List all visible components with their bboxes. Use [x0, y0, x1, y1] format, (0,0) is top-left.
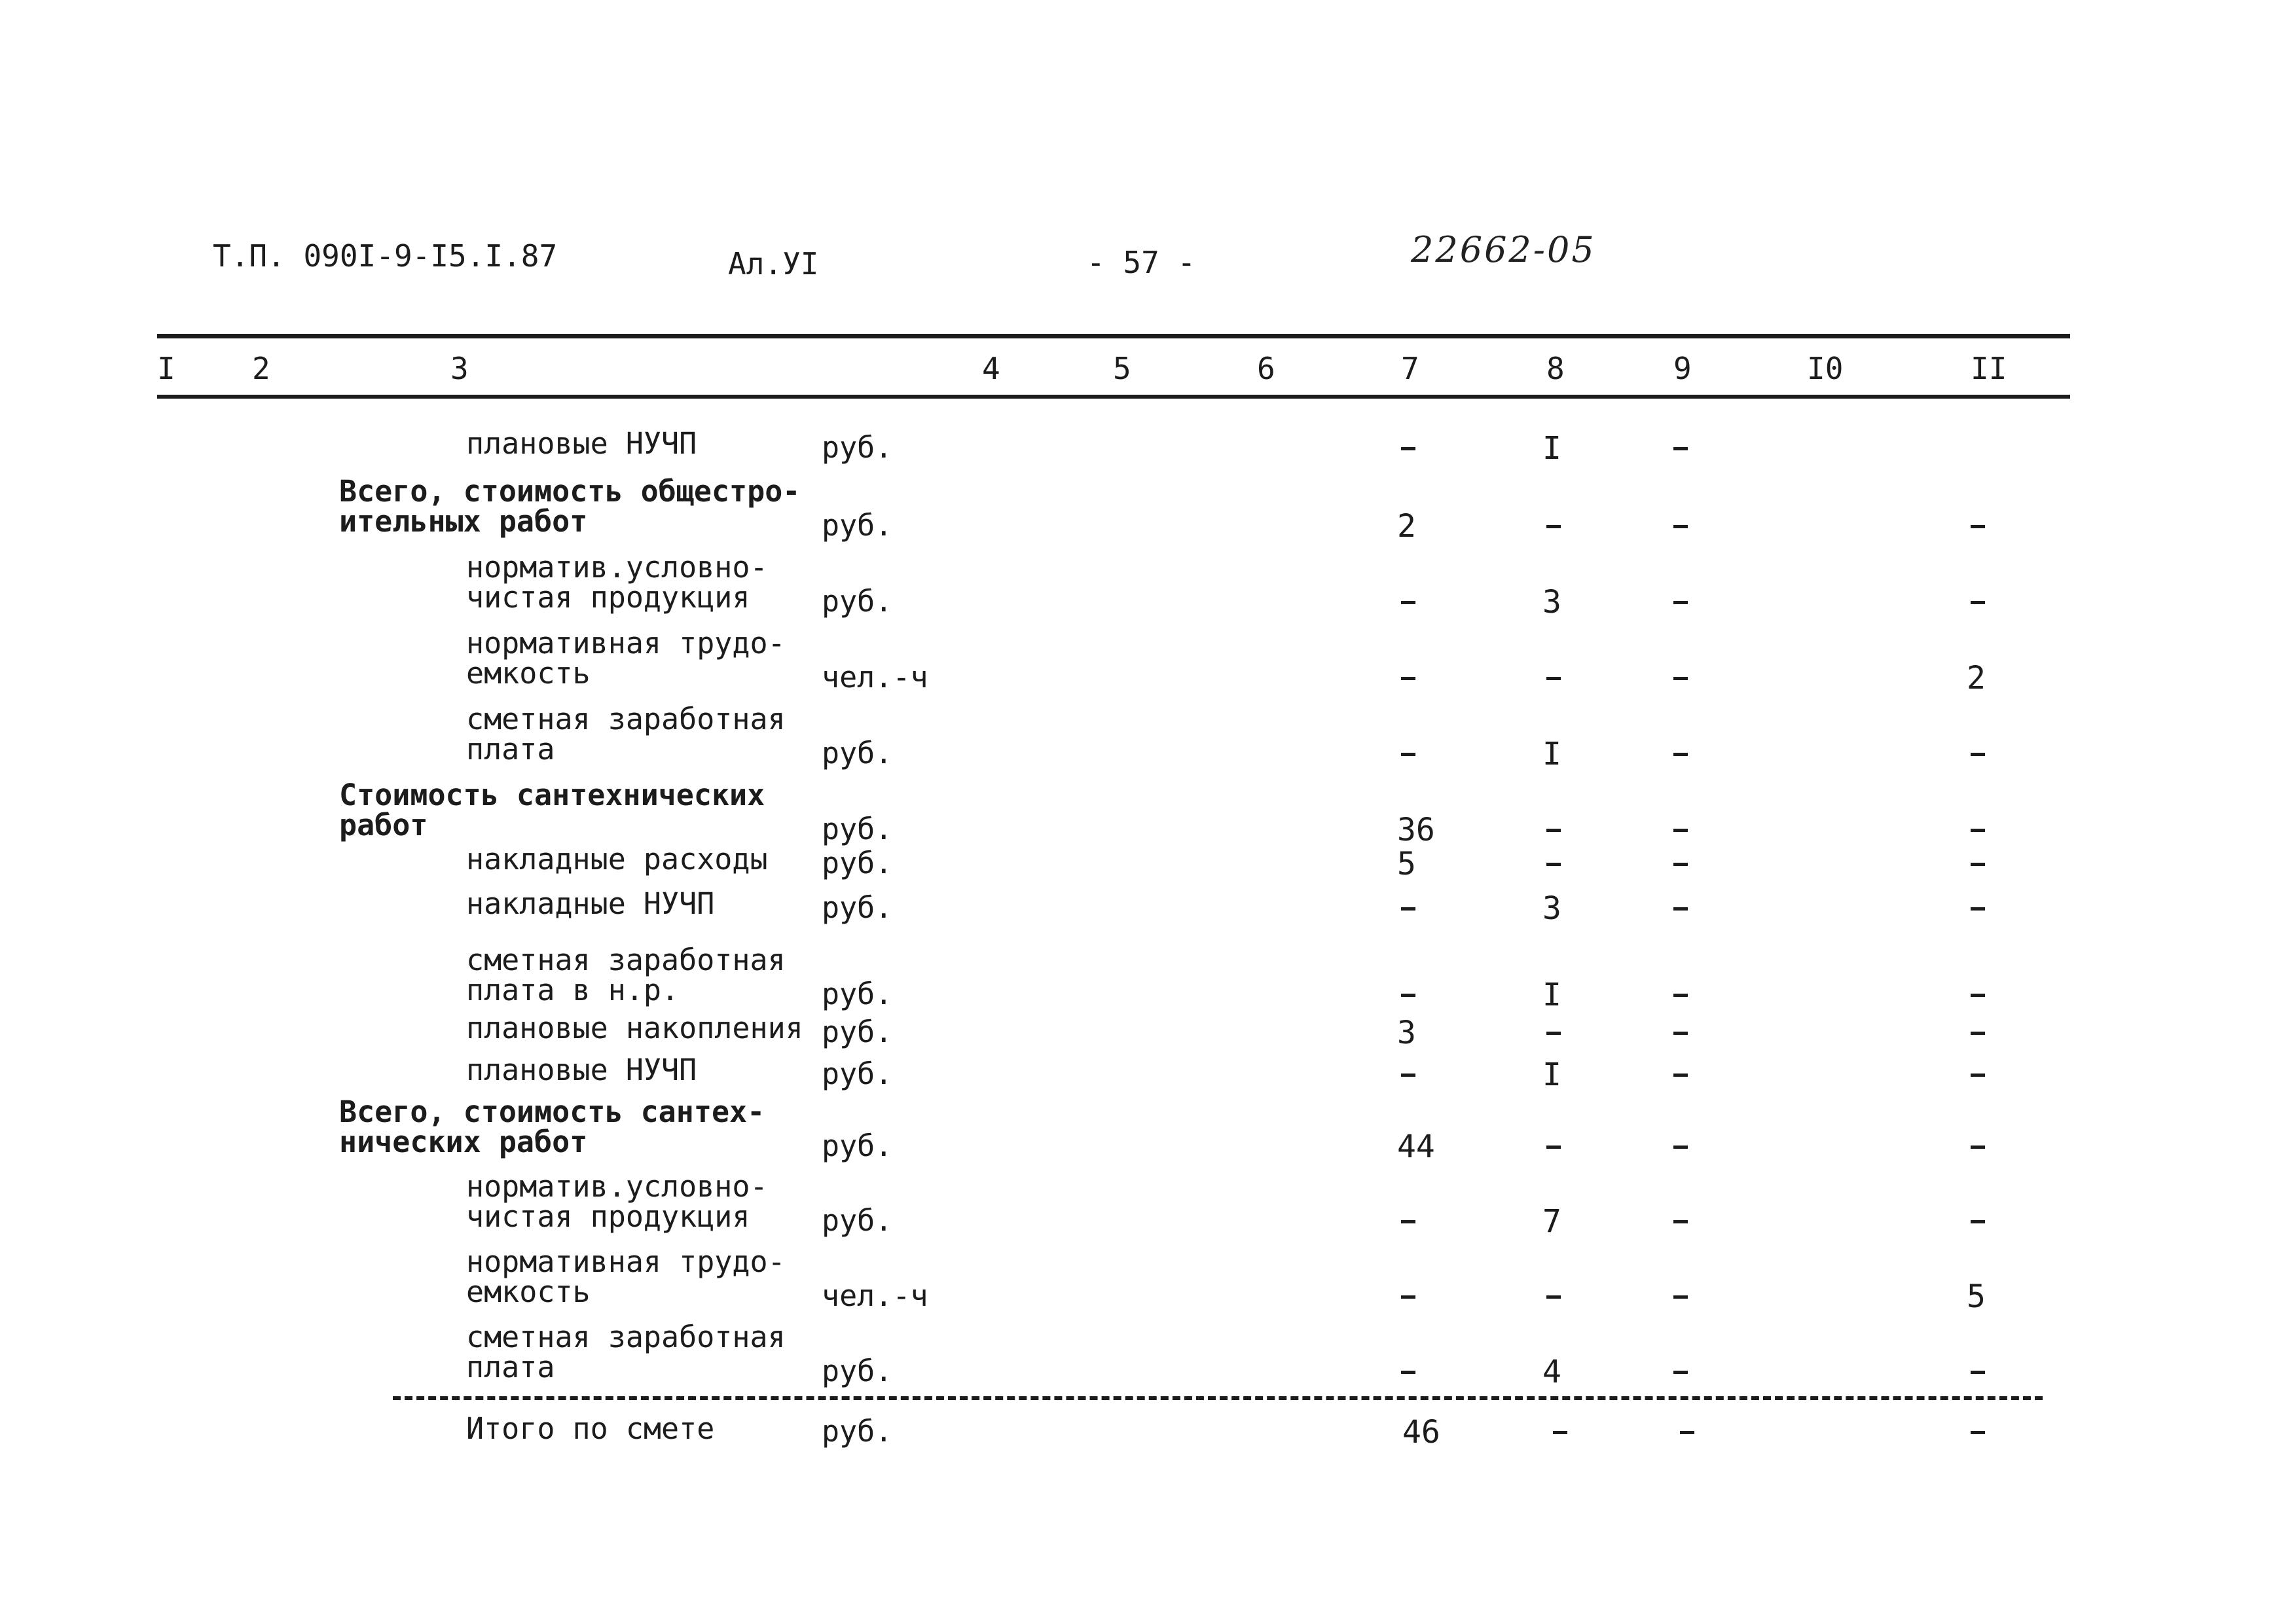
row-col11-value-dash: [1971, 994, 1985, 997]
column-header-7: 7: [1401, 351, 1419, 386]
row-col11-value-dash: [1971, 753, 1985, 756]
row-col7-value-dash: [1401, 994, 1415, 997]
row-col11-value-dash: [1971, 1074, 1985, 1077]
row-col9-value-dash: [1673, 753, 1688, 756]
row-col9-value-dash: [1673, 601, 1688, 604]
row-col8-value: I: [1542, 1056, 1561, 1093]
total-col9-value-dash: [1680, 1431, 1694, 1434]
row-unit: руб.: [822, 430, 893, 465]
row-name-line: плановые накопления: [466, 1011, 803, 1045]
row-unit: руб.: [822, 1354, 893, 1388]
row-col9-value-dash: [1673, 525, 1688, 528]
row-col11-value-dash: [1971, 1220, 1985, 1223]
row-unit: руб.: [822, 1056, 893, 1091]
row-col8-value-dash: [1546, 829, 1561, 832]
row-col8-value: I: [1542, 736, 1561, 772]
handwritten-number: 22662-05: [1411, 229, 1596, 270]
row-col8-value: I: [1542, 977, 1561, 1013]
row-name-line: ительных работ: [339, 504, 588, 539]
row-col7-value: 5: [1397, 846, 1416, 882]
column-header-5: 5: [1113, 351, 1131, 386]
row-col9-value-dash: [1673, 907, 1688, 911]
row-col7-value: 2: [1397, 508, 1416, 545]
row-col9-value-dash: [1673, 994, 1688, 997]
row-name-line: накладные расходы: [466, 842, 768, 876]
row-name-line: плановые НУЧП: [466, 426, 697, 461]
row-col7-value-dash: [1401, 1220, 1415, 1223]
row-name-line: емкость: [466, 1274, 591, 1309]
row-col11-value: 2: [1967, 660, 1986, 696]
column-header-3: 3: [450, 351, 469, 386]
top-rule: [157, 334, 2070, 338]
row-name-line: сметная заработная: [466, 1320, 786, 1354]
row-unit: чел.-ч: [822, 660, 928, 695]
row-name-line: чистая продукция: [466, 580, 750, 615]
row-col8-value-dash: [1546, 1032, 1561, 1035]
row-unit: руб.: [822, 1128, 893, 1163]
row-name-line: сметная заработная: [466, 702, 786, 736]
row-col9-value-dash: [1673, 1032, 1688, 1035]
row-col9-value-dash: [1673, 447, 1688, 450]
row-name-line: плата: [466, 1350, 555, 1384]
row-col7-value: 36: [1397, 812, 1435, 848]
row-col8-value: 3: [1542, 584, 1561, 621]
row-col11-value-dash: [1971, 601, 1985, 604]
total-label: Итого по смете: [466, 1411, 715, 1446]
total-col11-value-dash: [1971, 1431, 1985, 1434]
row-col9-value-dash: [1673, 1220, 1688, 1223]
row-name-line: нических работ: [339, 1125, 588, 1159]
row-unit: руб.: [822, 1203, 893, 1238]
row-col7-value-dash: [1401, 601, 1415, 604]
row-col11-value-dash: [1971, 907, 1985, 911]
album-label: Ал.УI: [728, 246, 819, 281]
row-col8-value-dash: [1546, 1146, 1561, 1149]
row-unit: руб.: [822, 890, 893, 925]
column-header-10: I0: [1807, 351, 1844, 386]
row-col8-value-dash: [1546, 863, 1561, 866]
row-col7-value: 3: [1397, 1015, 1416, 1051]
row-col7-value-dash: [1401, 1074, 1415, 1077]
row-unit: руб.: [822, 812, 893, 846]
row-name-line: чистая продукция: [466, 1199, 750, 1234]
row-col9-value-dash: [1673, 829, 1688, 832]
column-header-9: 9: [1673, 351, 1692, 386]
row-unit: руб.: [822, 846, 893, 880]
row-name-line: нормативная трудо-: [466, 626, 786, 660]
row-name-line: норматив.условно-: [466, 550, 768, 585]
total-col7-value: 46: [1402, 1414, 1440, 1451]
column-header-2: 2: [252, 351, 270, 386]
row-col11-value-dash: [1971, 829, 1985, 832]
row-col11-value-dash: [1971, 1032, 1985, 1035]
row-name-line: Всего, стоимость сантех-: [339, 1094, 765, 1129]
column-header-4: 4: [982, 351, 1000, 386]
row-name-line: Всего, стоимость общестро-: [339, 474, 801, 509]
row-col8-value: I: [1542, 430, 1561, 467]
row-col7-value-dash: [1401, 907, 1415, 911]
row-name-line: сметная заработная: [466, 943, 786, 977]
row-name-line: Стоимость сантехнических: [339, 778, 765, 812]
row-col8-value-dash: [1546, 677, 1561, 680]
row-col8-value-dash: [1546, 525, 1561, 528]
row-col11-value: 5: [1967, 1278, 1986, 1315]
row-col7-value-dash: [1401, 1295, 1415, 1299]
row-col8-value-dash: [1546, 1295, 1561, 1299]
row-name-line: работ: [339, 808, 428, 842]
row-name-line: плата в н.р.: [466, 973, 680, 1007]
row-col9-value-dash: [1673, 1146, 1688, 1149]
column-header-6: 6: [1257, 351, 1275, 386]
row-name-line: нормативная трудо-: [466, 1244, 786, 1279]
row-name-line: емкость: [466, 656, 591, 691]
row-col9-value-dash: [1673, 863, 1688, 866]
row-col11-value-dash: [1971, 1146, 1985, 1149]
row-col7-value-dash: [1401, 677, 1415, 680]
row-col11-value-dash: [1971, 1371, 1985, 1374]
row-col8-value: 3: [1542, 890, 1561, 927]
row-unit: чел.-ч: [822, 1278, 928, 1313]
row-col11-value-dash: [1971, 863, 1985, 866]
column-header-1: I: [157, 351, 175, 386]
row-name-line: плановые НУЧП: [466, 1053, 697, 1087]
row-col9-value-dash: [1673, 1371, 1688, 1374]
row-unit: руб.: [822, 977, 893, 1011]
row-col8-value: 7: [1542, 1203, 1561, 1240]
row-unit: руб.: [822, 736, 893, 770]
row-col9-value-dash: [1673, 1074, 1688, 1077]
row-name-line: накладные НУЧП: [466, 886, 715, 921]
row-col7-value-dash: [1401, 1371, 1415, 1374]
page-number: - 57 -: [1087, 245, 1196, 280]
row-unit: руб.: [822, 1015, 893, 1049]
row-col7-value: 44: [1397, 1128, 1435, 1165]
column-header-rule: [157, 395, 2070, 399]
total-col8-value-dash: [1553, 1431, 1567, 1434]
dashed-separator: [393, 1396, 2043, 1400]
row-col9-value-dash: [1673, 677, 1688, 680]
row-col8-value: 4: [1542, 1354, 1561, 1390]
row-unit: руб.: [822, 508, 893, 543]
row-name-line: норматив.условно-: [466, 1169, 768, 1204]
row-col9-value-dash: [1673, 1295, 1688, 1299]
row-col11-value-dash: [1971, 525, 1985, 528]
document-code: Т.П. 090I-9-I5.I.87: [213, 238, 558, 274]
row-col7-value-dash: [1401, 447, 1415, 450]
row-unit: руб.: [822, 584, 893, 619]
total-unit: руб.: [822, 1414, 893, 1449]
column-header-8: 8: [1546, 351, 1565, 386]
row-col7-value-dash: [1401, 753, 1415, 756]
row-name-line: плата: [466, 732, 555, 767]
column-header-11: II: [1971, 351, 2007, 386]
